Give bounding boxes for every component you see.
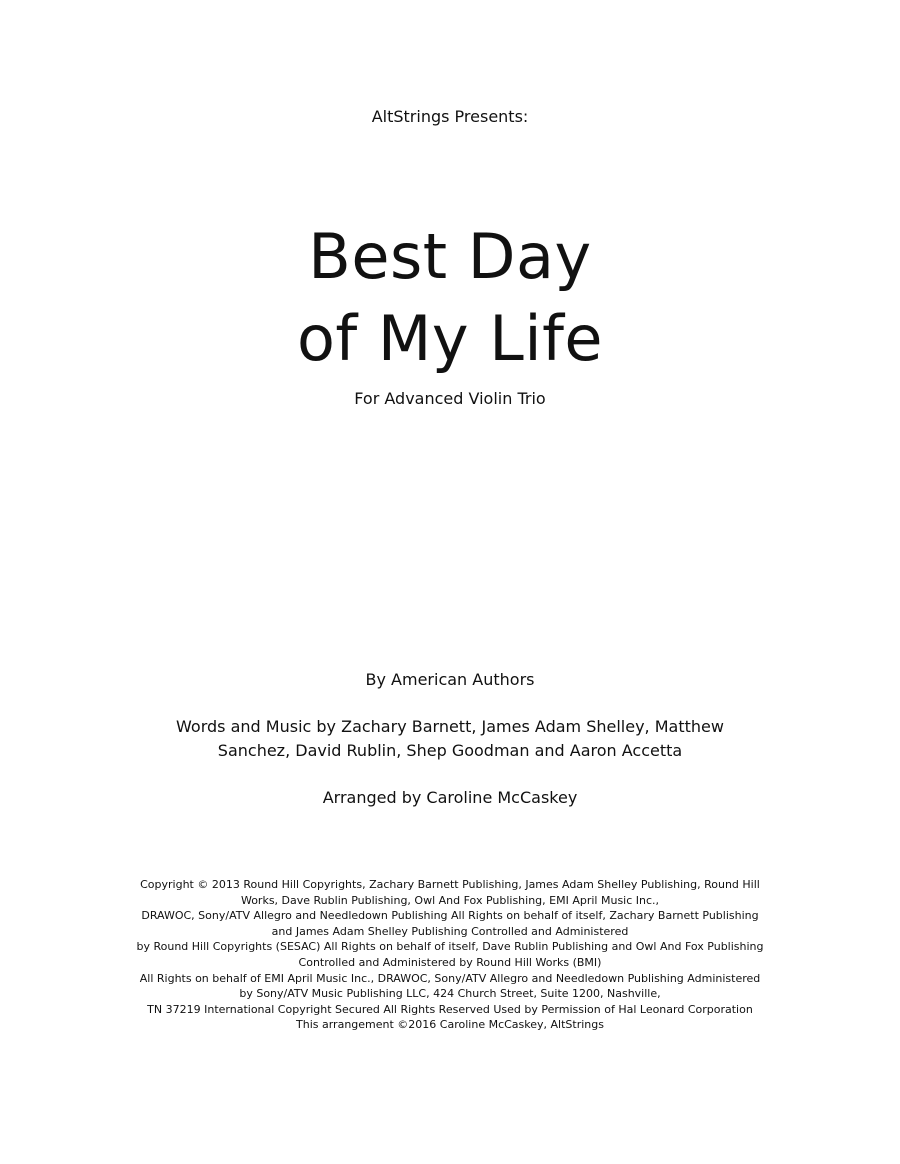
copyright-line: DRAWOC, Sony/ATV Allegro and Needledown Publishing All Rights on behalf of itself, Zachary Barnett Publishing xyxy=(141,909,759,923)
copyright-line: by Sony/ATV Music Publishing LLC, 424 Church Street, Suite 1200, Nashville, xyxy=(239,987,661,1001)
song-title-line-2: of My Life xyxy=(296,302,604,375)
copyright-line: by Round Hill Copyrights (SESAC) All Rights on behalf of itself, Dave Rublin Publishing and Owl And Fox Publishing xyxy=(136,940,764,954)
presenter-line: AltStrings Presents: xyxy=(371,107,529,126)
arranger-line: Arranged by Caroline McCaskey xyxy=(322,788,578,807)
song-title xyxy=(0,216,900,380)
song-title-line-1: Best Day xyxy=(308,220,592,293)
songwriter-credits xyxy=(0,715,900,763)
copyright-line: Controlled and Administered by Round Hill Works (BMI) xyxy=(298,955,602,969)
copyright-line: All Rights on behalf of EMI April Music Inc., DRAWOC, Sony/ATV Allegro and Needledown Publishing Administered xyxy=(139,971,761,985)
copyright-line: Copyright © 2013 Round Hill Copyrights, Zachary Barnett Publishing, James Adam Shelley Publishing, Round Hill xyxy=(140,878,760,891)
copyright-line: This arrangement ©2016 Caroline McCaskey, AltStrings xyxy=(296,1018,604,1032)
copyright-line: TN 37219 International Copyright Secured All Rights Reserved Used by Permission of Hal Leonard Corporation xyxy=(147,1002,753,1016)
instrumentation-subtitle: For Advanced Violin Trio xyxy=(354,389,546,408)
artist-line: By American Authors xyxy=(365,670,535,689)
copyright-line: and James Adam Shelley Publishing Controlled and Administered xyxy=(271,924,629,938)
songwriter-credits-line-2: Sanchez, David Rublin, Shep Goodman and Aaron Accetta xyxy=(217,741,683,760)
copyright-line: Works, Dave Rublin Publishing, Owl And Fox Publishing, EMI April Music Inc., xyxy=(240,893,660,907)
copyright-notice xyxy=(0,877,900,1033)
songwriter-credits-line-1: Words and Music by Zachary Barnett, James Adam Shelley, Matthew xyxy=(176,717,724,736)
